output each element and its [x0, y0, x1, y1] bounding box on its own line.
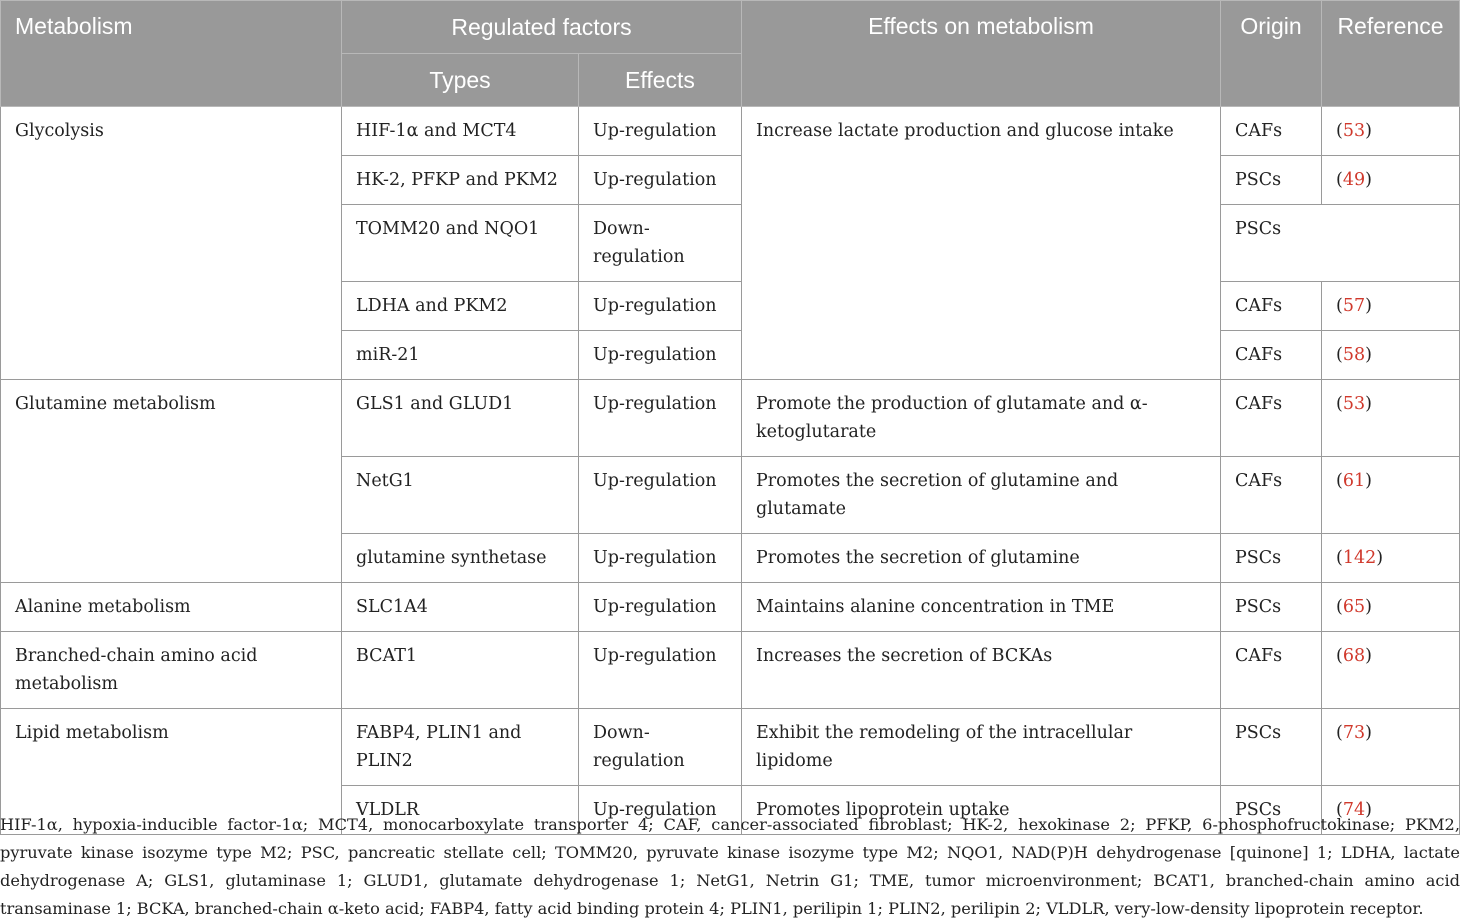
effect-cell: Up-regulation: [579, 534, 742, 583]
paren-close: ): [1365, 170, 1372, 190]
paren-open: (: [1336, 471, 1343, 491]
type-cell: glutamine synthetase: [342, 534, 579, 583]
type-cell: NetG1: [342, 457, 579, 534]
effect-cell: Down-regulation: [579, 205, 742, 282]
reference-cell: [1322, 534, 1460, 583]
metabolic-effect-cell: Promotes the secretion of glutamine and glutamate: [742, 457, 1221, 534]
effect-cell: Up-regulation: [579, 380, 742, 457]
origin-cell: CAFs: [1221, 457, 1322, 534]
type-cell: TOMM20 and NQO1: [342, 205, 579, 282]
metabolic-effect-cell: Exhibit the remodeling of the intracellular lipidome: [742, 709, 1221, 786]
group-bcaa: Branched-chain amino acid metabolism: [1, 632, 342, 709]
reference-cell: [1322, 709, 1460, 786]
origin-cell: CAFs: [1221, 632, 1322, 709]
type-cell: miR-21: [342, 331, 579, 380]
paren-open: (: [1336, 548, 1343, 568]
reference-link[interactable]: 142: [1342, 548, 1377, 568]
reference-link[interactable]: 74: [1342, 800, 1366, 820]
reference-cell: [1322, 282, 1460, 331]
header-effects: Effects: [579, 54, 742, 107]
table-row: [1, 632, 1460, 709]
effect-cell: Up-regulation: [579, 457, 742, 534]
origin-cell: PSCs: [1221, 534, 1322, 583]
paren-close: ): [1365, 121, 1372, 141]
paren-open: (: [1336, 597, 1343, 617]
reference-link[interactable]: 57: [1342, 296, 1366, 316]
paren-close: ): [1365, 723, 1372, 743]
reference-link[interactable]: 53: [1342, 394, 1366, 414]
effect-cell: Up-regulation: [579, 282, 742, 331]
table-footnote: HIF-1α, hypoxia-inducible factor-1α; MCT4, monocarboxylate transporter 4; CAF, cancer-associated fibroblast; HK-2, hexokinase 2; PFKP, 6-phosphofructokinase; PKM2, pyruvate kinase isozyme type M2; PSC, pancreatic stellate cell; TOMM20, pyruvate kinase isozyme type M2; NQO1, NAD(P)H dehydrogenase [quinone] 1; LDHA, lactate dehydrogenase A; GLS1, glutaminase 1; GLUD1, glutamate dehydrogenase 1; NetG1, Netrin G1; TME, tumor microenvironment; BCAT1, branched-chain amino acid transaminase 1; BCKA, branched-chain α-keto acid; FABP4, fatty acid binding protein 4; PLIN1, perilipin 1; PLIN2, perilipin 2; VLDLR, very-low-density lipoprotein receptor.: [0, 815, 1460, 918]
metabolic-effect-cell: Maintains alanine concentration in TME: [742, 583, 1221, 632]
paren-open: (: [1336, 345, 1343, 365]
origin-cell: CAFs: [1221, 107, 1322, 156]
group-alanine: Alanine metabolism: [1, 583, 342, 632]
origin-cell: PSCs: [1221, 786, 1322, 835]
reference-cell: [1322, 583, 1460, 632]
type-cell: GLS1 and GLUD1: [342, 380, 579, 457]
paren-close: ): [1365, 800, 1372, 820]
paren-close: ): [1365, 646, 1372, 666]
table-row: [1, 583, 1460, 632]
origin-cell: PSCs: [1221, 156, 1322, 205]
reference-link[interactable]: 68: [1342, 646, 1366, 666]
header-effects-on-metabolism: Effects on metabolism: [742, 1, 1221, 107]
table-row: [1, 107, 1460, 156]
paren-close: ): [1365, 597, 1372, 617]
group-glutamine: Glutamine metabolism: [1, 380, 342, 583]
effect-cell: Up-regulation: [579, 632, 742, 709]
reference-cell: [1322, 632, 1460, 709]
origin-cell: PSCs: [1221, 583, 1322, 632]
reference-link[interactable]: 49: [1342, 170, 1366, 190]
header-metabolism: Metabolism: [1, 1, 342, 107]
metabolic-effect-cell: Promote the production of glutamate and α-ketoglutarate: [742, 380, 1221, 457]
header-types: Types: [342, 54, 579, 107]
type-cell: BCAT1: [342, 632, 579, 709]
type-cell: LDHA and PKM2: [342, 282, 579, 331]
group-glycolysis: Glycolysis: [1, 107, 342, 380]
effect-cell: Up-regulation: [579, 156, 742, 205]
metabolic-effect-cell: Promotes lipoprotein uptake: [742, 786, 1221, 835]
reference-link[interactable]: 61: [1342, 471, 1366, 491]
paren-close: ): [1365, 394, 1372, 414]
paren-open: (: [1336, 170, 1343, 190]
origin-cell: PSCs: [1221, 709, 1322, 786]
reference-link[interactable]: 58: [1342, 345, 1366, 365]
paren-open: (: [1336, 800, 1343, 820]
origin-cell: PSCs: [1221, 205, 1460, 282]
reference-cell: [1322, 457, 1460, 534]
effect-cell: Up-regulation: [579, 331, 742, 380]
metabolic-effect-cell: Increase lactate production and glucose intake: [742, 107, 1221, 380]
header-regulated-factors: Regulated factors: [342, 1, 742, 54]
paren-open: (: [1336, 296, 1343, 316]
metabolic-effect-cell: Increases the secretion of BCKAs: [742, 632, 1221, 709]
paren-close: ): [1365, 296, 1372, 316]
table-row: [1, 380, 1460, 457]
effect-cell: Up-regulation: [579, 107, 742, 156]
table-row: [1, 709, 1460, 786]
header-origin: Origin: [1221, 1, 1322, 107]
origin-cell: CAFs: [1221, 282, 1322, 331]
reference-cell: [1322, 156, 1460, 205]
effect-cell: Down-regulation: [579, 709, 742, 786]
paren-open: (: [1336, 121, 1343, 141]
paren-open: (: [1336, 723, 1343, 743]
reference-cell: [1322, 331, 1460, 380]
effect-cell: Up-regulation: [579, 583, 742, 632]
metabolic-effect-cell: Promotes the secretion of glutamine: [742, 534, 1221, 583]
effect-cell: Up-regulation: [579, 786, 742, 835]
paren-open: (: [1336, 646, 1343, 666]
origin-cell: CAFs: [1221, 331, 1322, 380]
header-reference: Reference: [1322, 1, 1460, 107]
reference-link[interactable]: 65: [1342, 597, 1366, 617]
group-lipid: Lipid metabolism: [1, 709, 342, 835]
origin-cell: CAFs: [1221, 380, 1322, 457]
type-cell: HIF-1α and MCT4: [342, 107, 579, 156]
type-cell: HK-2, PFKP and PKM2: [342, 156, 579, 205]
reference-cell: [1322, 380, 1460, 457]
paren-close: ): [1365, 345, 1372, 365]
type-cell: SLC1A4: [342, 583, 579, 632]
reference-link[interactable]: 73: [1342, 723, 1366, 743]
reference-cell: [1322, 107, 1460, 156]
type-cell: FABP4, PLIN1 and PLIN2: [342, 709, 579, 786]
type-cell: VLDLR: [342, 786, 579, 835]
paren-close: ): [1376, 548, 1384, 568]
paren-open: (: [1336, 394, 1343, 414]
reference-link[interactable]: 53: [1342, 121, 1366, 141]
paren-close: ): [1365, 471, 1372, 491]
